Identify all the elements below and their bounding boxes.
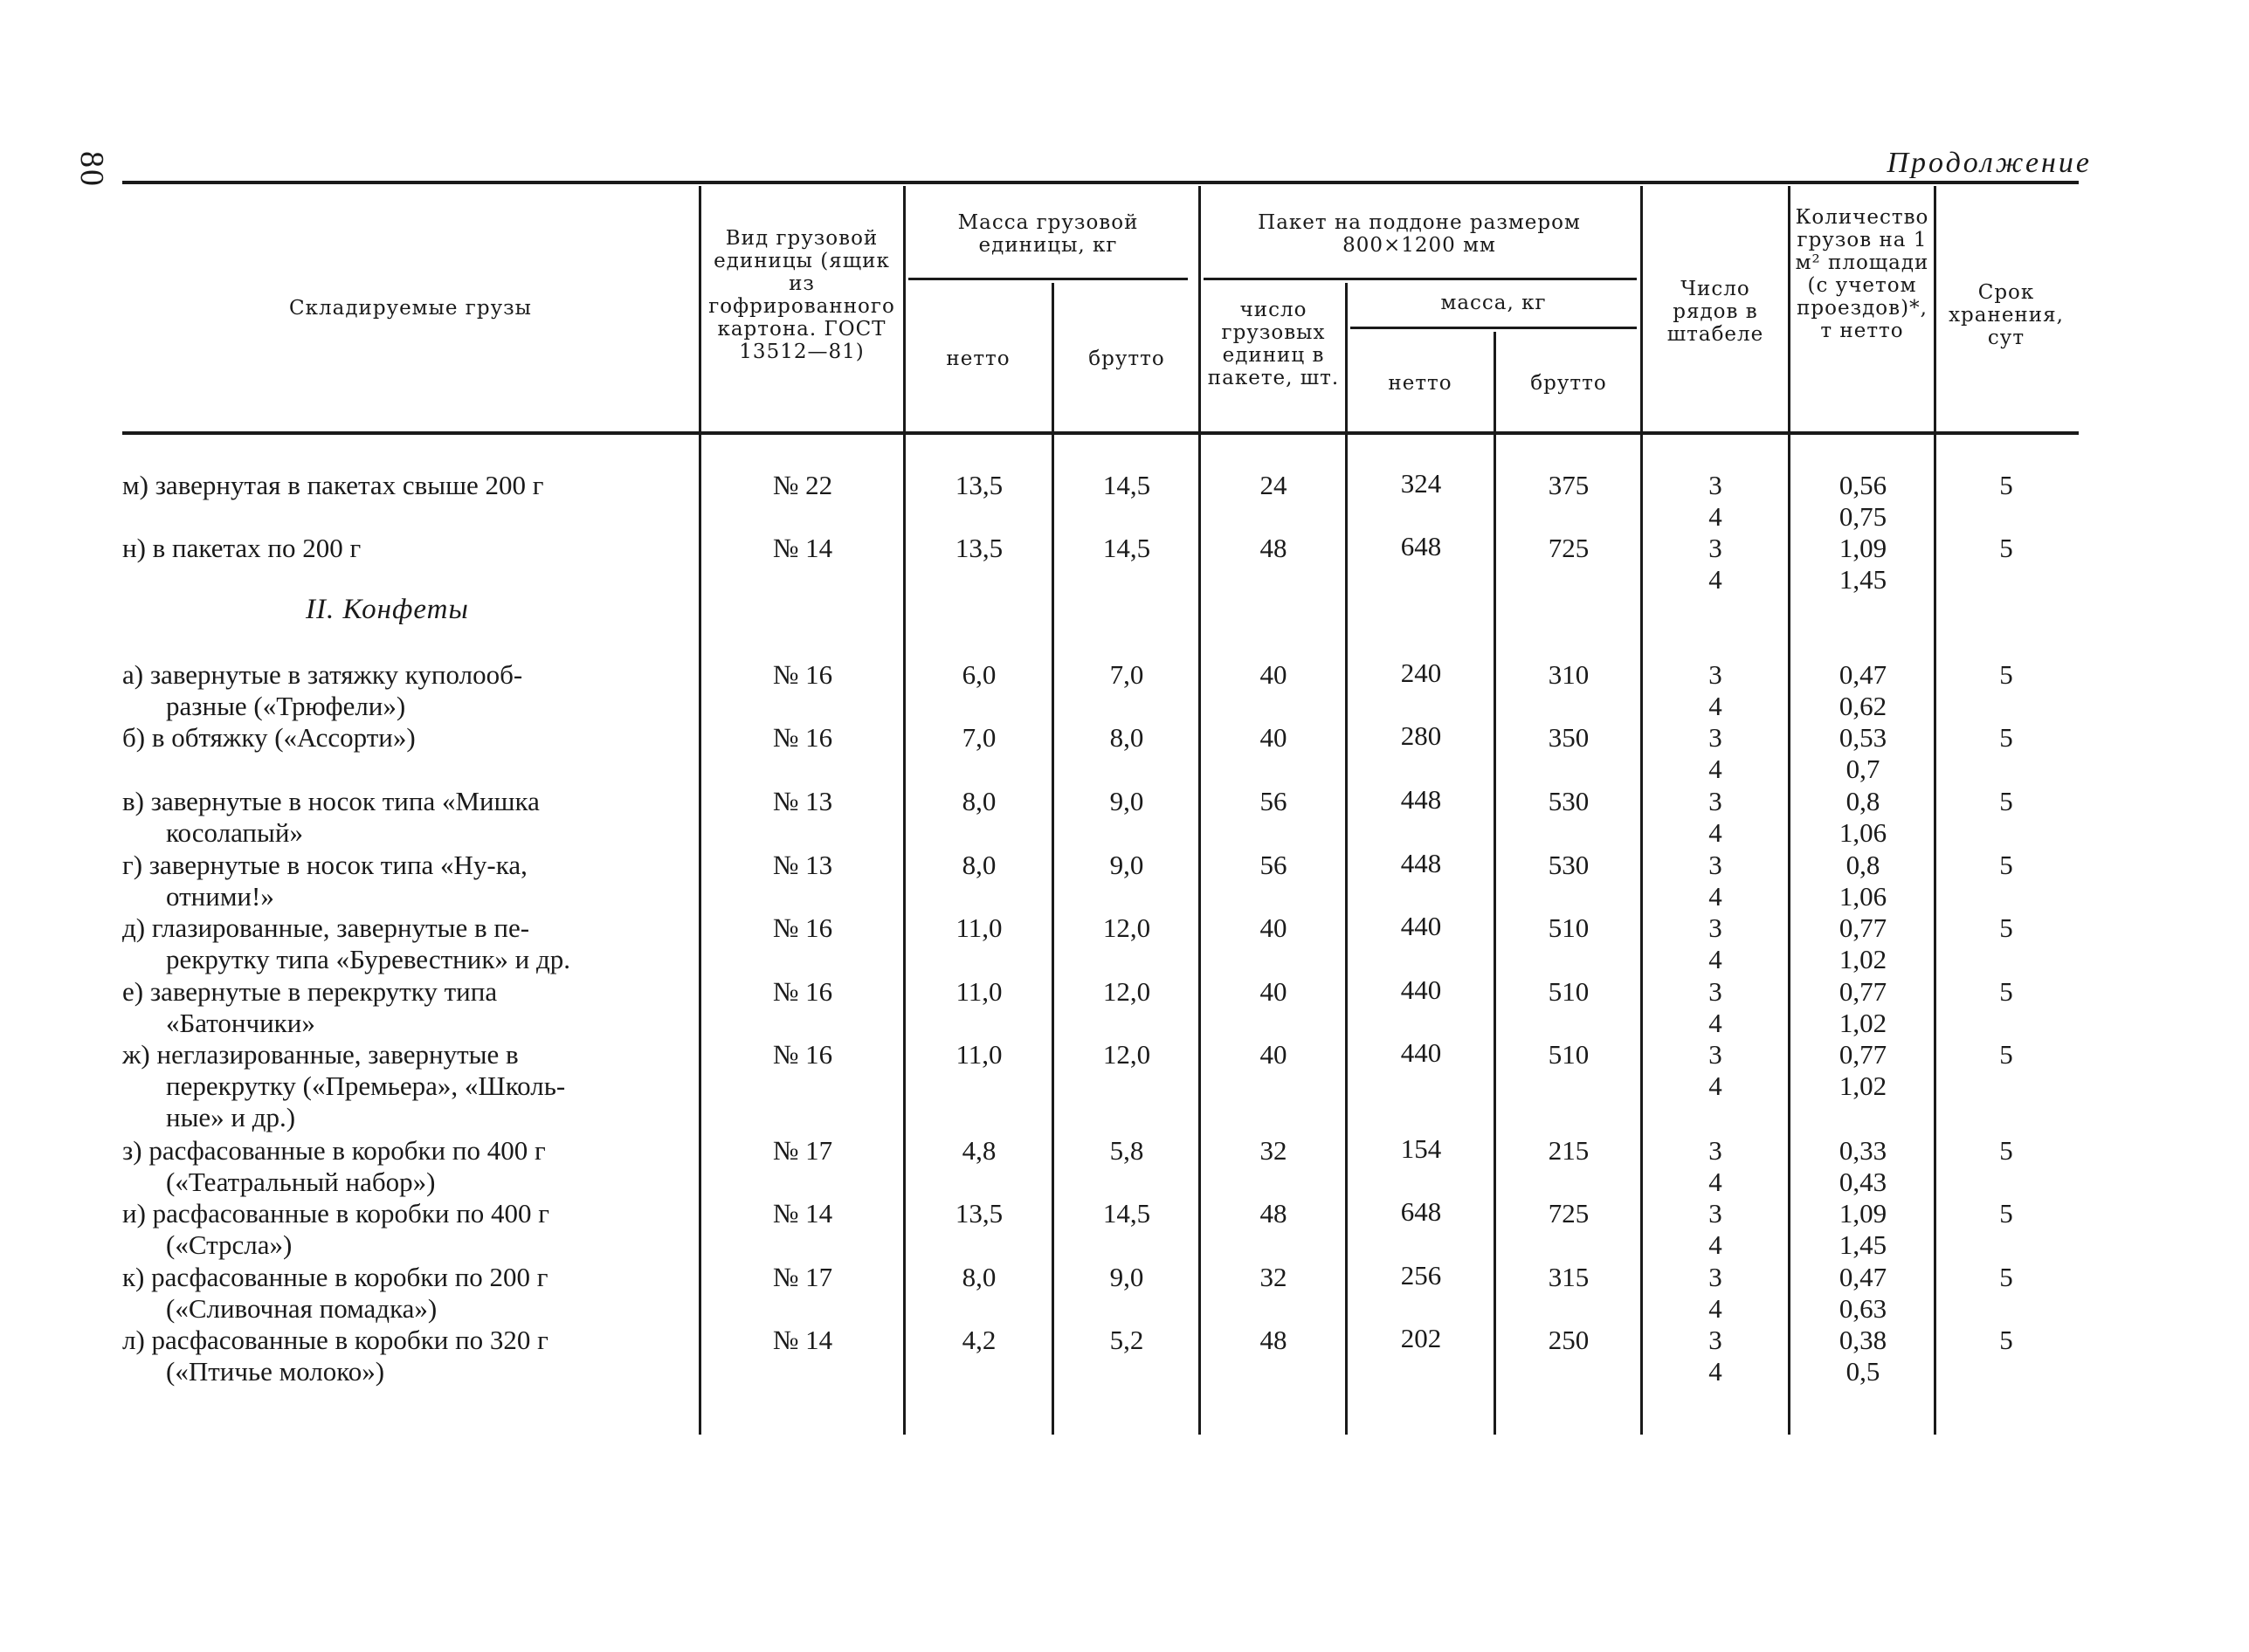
unit-mass-gross: 9,0 <box>1109 1262 1144 1292</box>
pallet-mass-net: 440 <box>1400 911 1442 941</box>
mass-group-rule <box>908 278 1188 280</box>
pallet-count: 48 <box>1259 1325 1287 1355</box>
qty-per-m2: 0,33 <box>1839 1135 1887 1166</box>
unit-mass-gross: 5,2 <box>1109 1325 1144 1355</box>
stack-rows: 3 <box>1708 533 1722 563</box>
storage-term: 5 <box>1999 976 2013 1007</box>
unit-mass-net: 13,5 <box>955 470 1004 500</box>
unit-mass-gross: 14,5 <box>1102 533 1151 563</box>
row-description: е) завернутые в перекрутку типа <box>122 976 498 1007</box>
unit-mass-net: 8,0 <box>962 850 997 880</box>
col-divider-4 <box>1198 186 1201 1435</box>
stack-rows: 3 <box>1708 1262 1722 1292</box>
col-divider-5 <box>1345 283 1348 1435</box>
unit-mass-gross: 14,5 <box>1102 470 1151 500</box>
row-description: и) расфасованные в коробки по 400 г <box>122 1198 550 1229</box>
pallet-mass-rule <box>1350 327 1637 329</box>
box-number: № 14 <box>772 1325 833 1355</box>
unit-mass-net: 6,0 <box>962 659 997 690</box>
row-description: («Сливочная помадка») <box>166 1293 438 1324</box>
row-description: б) в обтяжку («Ассорти») <box>122 722 416 753</box>
qty-per-m2: 1,02 <box>1839 944 1887 974</box>
stack-rows: 3 <box>1708 1198 1722 1229</box>
qty-per-m2: 0,75 <box>1839 501 1887 532</box>
row-description: в) завернутые в носок типа «Мишка <box>122 786 540 816</box>
qty-per-m2: 0,5 <box>1845 1356 1880 1387</box>
row-description: перекрутку («Премьера», «Школь- <box>166 1070 566 1101</box>
row-description: д) глазированные, завернутые в пе- <box>122 912 530 943</box>
storage-term: 5 <box>1999 1039 2013 1070</box>
stack-rows: 3 <box>1708 722 1722 753</box>
storage-term: 5 <box>1999 1135 2013 1166</box>
stack-rows: 4 <box>1708 691 1722 721</box>
top-rule <box>122 181 2079 184</box>
unit-mass-gross: 7,0 <box>1109 659 1144 690</box>
col-divider-1 <box>699 186 701 1435</box>
unit-mass-gross: 12,0 <box>1102 1039 1151 1070</box>
storage-term: 5 <box>1999 1262 2013 1292</box>
unit-mass-net: 4,2 <box>962 1325 997 1355</box>
qty-per-m2: 1,06 <box>1839 881 1887 912</box>
header-mass-group: Масса грузовой единицы, кг <box>957 211 1139 257</box>
stack-rows: 3 <box>1708 470 1722 500</box>
pallet-mass-net: 448 <box>1400 784 1442 815</box>
stack-rows: 3 <box>1708 976 1722 1007</box>
header-mass-net: нетто <box>946 348 1011 370</box>
pallet-count: 48 <box>1259 533 1287 563</box>
header-rows: Число рядов в штабеле <box>1666 278 1764 346</box>
pallet-mass-gross: 215 <box>1548 1135 1590 1166</box>
pallet-mass-gross: 375 <box>1548 470 1590 500</box>
stack-rows: 4 <box>1708 1167 1722 1197</box>
pallet-count: 40 <box>1259 722 1287 753</box>
row-description: к) расфасованные в коробки по 200 г <box>122 1262 548 1292</box>
row-description: разные («Трюфели») <box>166 691 406 721</box>
row-description: «Батончики» <box>166 1008 315 1038</box>
stack-rows: 4 <box>1708 501 1722 532</box>
section-title: II. Конфеты <box>306 594 469 625</box>
page-number: 80 <box>73 151 110 188</box>
pallet-count: 32 <box>1259 1262 1287 1292</box>
qty-per-m2: 0,62 <box>1839 691 1887 721</box>
stack-rows: 4 <box>1708 1293 1722 1324</box>
row-description: («Театральный набор») <box>166 1167 436 1197</box>
box-number: № 14 <box>772 533 833 563</box>
header-bottom-rule <box>122 431 2079 435</box>
unit-mass-net: 8,0 <box>962 786 997 816</box>
stack-rows: 4 <box>1708 754 1722 784</box>
storage-term: 5 <box>1999 850 2013 880</box>
col-divider-2 <box>903 186 906 1435</box>
pallet-mass-net: 202 <box>1400 1323 1442 1353</box>
box-number: № 13 <box>772 786 833 816</box>
box-number: № 16 <box>772 722 833 753</box>
row-description: м) завернутая в пакетах свыше 200 г <box>122 470 544 500</box>
stack-rows: 4 <box>1708 881 1722 912</box>
unit-mass-gross: 5,8 <box>1109 1135 1144 1166</box>
row-description: л) расфасованные в коробки по 320 г <box>122 1325 548 1355</box>
pallet-mass-net: 280 <box>1400 720 1442 751</box>
header-pallet-group: Пакет на поддоне размером 800×1200 мм <box>1258 211 1581 257</box>
pallet-mass-net: 240 <box>1400 657 1442 688</box>
header-pallet-mass-group: масса, кг <box>1440 292 1547 314</box>
qty-per-m2: 0,77 <box>1839 1039 1887 1070</box>
row-description: («Стрсла») <box>166 1229 293 1260</box>
qty-per-m2: 0,7 <box>1845 754 1880 784</box>
row-description: («Птичье молоко») <box>166 1356 385 1387</box>
qty-per-m2: 0,53 <box>1839 722 1887 753</box>
col-divider-9 <box>1934 186 1936 1435</box>
pallet-mass-net: 324 <box>1400 468 1442 499</box>
stack-rows: 4 <box>1708 1356 1722 1387</box>
header-pallet-net: нетто <box>1388 372 1452 395</box>
pallet-mass-gross: 530 <box>1548 786 1590 816</box>
header-mass-gross: брутто <box>1088 348 1165 370</box>
stack-rows: 4 <box>1708 1229 1722 1260</box>
pallet-mass-gross: 315 <box>1548 1262 1590 1292</box>
stack-rows: 3 <box>1708 1135 1722 1166</box>
box-number: № 16 <box>772 1039 833 1070</box>
stack-rows: 4 <box>1708 944 1722 974</box>
header-pallet-gross: брутто <box>1530 372 1607 395</box>
row-description: г) завернутые в носок типа «Ну-ка, <box>122 850 528 880</box>
pallet-mass-gross: 510 <box>1548 912 1590 943</box>
qty-per-m2: 1,06 <box>1839 817 1887 848</box>
header-goods: Складируемые грузы <box>289 297 532 320</box>
header-qty: Количество грузов на 1 м² площади (с учетом проездов)*, т нетто <box>1795 206 1929 342</box>
pallet-count: 40 <box>1259 659 1287 690</box>
pallet-count: 40 <box>1259 1039 1287 1070</box>
unit-mass-gross: 14,5 <box>1102 1198 1151 1229</box>
row-description: н) в пакетах по 200 г <box>122 533 362 563</box>
unit-mass-gross: 8,0 <box>1109 722 1144 753</box>
row-description: отними!» <box>166 881 274 912</box>
stack-rows: 3 <box>1708 659 1722 690</box>
pallet-mass-net: 648 <box>1400 531 1442 561</box>
unit-mass-gross: 12,0 <box>1102 912 1151 943</box>
box-number: № 13 <box>772 850 833 880</box>
unit-mass-gross: 9,0 <box>1109 850 1144 880</box>
stack-rows: 3 <box>1708 850 1722 880</box>
stack-rows: 4 <box>1708 564 1722 595</box>
qty-per-m2: 1,02 <box>1839 1070 1887 1101</box>
storage-term: 5 <box>1999 912 2013 943</box>
pallet-count: 56 <box>1259 850 1287 880</box>
stack-rows: 4 <box>1708 1070 1722 1101</box>
qty-per-m2: 0,77 <box>1839 976 1887 1007</box>
continuation-label: Продолжение <box>1887 147 2092 179</box>
qty-per-m2: 0,63 <box>1839 1293 1887 1324</box>
pallet-mass-net: 648 <box>1400 1196 1442 1227</box>
stack-rows: 4 <box>1708 817 1722 848</box>
col-divider-7 <box>1640 186 1643 1435</box>
qty-per-m2: 0,8 <box>1845 850 1880 880</box>
pallet-mass-net: 440 <box>1400 974 1442 1005</box>
box-number: № 14 <box>772 1198 833 1229</box>
pallet-mass-gross: 250 <box>1548 1325 1590 1355</box>
storage-term: 5 <box>1999 533 2013 563</box>
unit-mass-net: 11,0 <box>955 912 1003 943</box>
row-description: рекрутку типа «Буревестник» и др. <box>166 944 571 974</box>
col-divider-8 <box>1788 186 1790 1435</box>
header-unit-type: Вид грузовой единицы (ящик из гофрированного картона. ГОСТ 13512—81) <box>708 227 895 363</box>
qty-per-m2: 0,56 <box>1839 470 1887 500</box>
storage-term: 5 <box>1999 1198 2013 1229</box>
qty-per-m2: 1,45 <box>1839 1229 1887 1260</box>
stack-rows: 3 <box>1708 1325 1722 1355</box>
box-number: № 16 <box>772 912 833 943</box>
unit-mass-gross: 9,0 <box>1109 786 1144 816</box>
qty-per-m2: 0,47 <box>1839 1262 1887 1292</box>
col-divider-6 <box>1494 332 1496 1435</box>
storage-term: 5 <box>1999 659 2013 690</box>
box-number: № 22 <box>772 470 833 500</box>
unit-mass-net: 7,0 <box>962 722 997 753</box>
qty-per-m2: 1,45 <box>1839 564 1887 595</box>
storage-term: 5 <box>1999 786 2013 816</box>
row-description: косолапый» <box>166 817 303 848</box>
pallet-mass-gross: 510 <box>1548 1039 1590 1070</box>
unit-mass-gross: 12,0 <box>1102 976 1151 1007</box>
pallet-group-rule <box>1204 278 1637 280</box>
pallet-mass-gross: 725 <box>1548 1198 1590 1229</box>
qty-per-m2: 0,77 <box>1839 912 1887 943</box>
unit-mass-net: 13,5 <box>955 1198 1004 1229</box>
row-description: а) завернутые в затяжку куполооб- <box>122 659 523 690</box>
qty-per-m2: 0,38 <box>1839 1325 1887 1355</box>
qty-per-m2: 1,02 <box>1839 1008 1887 1038</box>
pallet-count: 40 <box>1259 912 1287 943</box>
header-pallet-count: число грузовых единиц в пакете, шт. <box>1207 299 1340 389</box>
storage-term: 5 <box>1999 1325 2013 1355</box>
pallet-count: 56 <box>1259 786 1287 816</box>
unit-mass-net: 13,5 <box>955 533 1004 563</box>
unit-mass-net: 4,8 <box>962 1135 997 1166</box>
qty-per-m2: 0,43 <box>1839 1167 1887 1197</box>
pallet-count: 40 <box>1259 976 1287 1007</box>
pallet-mass-net: 448 <box>1400 848 1442 878</box>
row-description: ные» и др.) <box>166 1102 296 1132</box>
unit-mass-net: 11,0 <box>955 1039 1003 1070</box>
unit-mass-net: 8,0 <box>962 1262 997 1292</box>
pallet-mass-net: 440 <box>1400 1037 1442 1068</box>
stack-rows: 3 <box>1708 1039 1722 1070</box>
qty-per-m2: 1,09 <box>1839 1198 1887 1229</box>
pallet-mass-gross: 350 <box>1548 722 1590 753</box>
pallet-mass-gross: 725 <box>1548 533 1590 563</box>
unit-mass-net: 11,0 <box>955 976 1003 1007</box>
storage-term: 5 <box>1999 722 2013 753</box>
storage-term: 5 <box>1999 470 2013 500</box>
pallet-count: 24 <box>1259 470 1287 500</box>
row-description: з) расфасованные в коробки по 400 г <box>122 1135 546 1166</box>
row-description: ж) неглазированные, завернутые в <box>122 1039 519 1070</box>
stack-rows: 3 <box>1708 786 1722 816</box>
pallet-mass-gross: 510 <box>1548 976 1590 1007</box>
box-number: № 17 <box>772 1135 833 1166</box>
box-number: № 17 <box>772 1262 833 1292</box>
pallet-mass-net: 154 <box>1400 1133 1442 1164</box>
pallet-mass-gross: 530 <box>1548 850 1590 880</box>
col-divider-3 <box>1052 283 1054 1435</box>
pallet-count: 48 <box>1259 1198 1287 1229</box>
pallet-mass-net: 256 <box>1400 1260 1442 1291</box>
stack-rows: 3 <box>1708 912 1722 943</box>
pallet-mass-gross: 310 <box>1548 659 1590 690</box>
pallet-count: 32 <box>1259 1135 1287 1166</box>
box-number: № 16 <box>772 976 833 1007</box>
qty-per-m2: 1,09 <box>1839 533 1887 563</box>
stack-rows: 4 <box>1708 1008 1722 1038</box>
qty-per-m2: 0,47 <box>1839 659 1887 690</box>
box-number: № 16 <box>772 659 833 690</box>
header-term: Срок хранения, сут <box>1949 281 2064 349</box>
qty-per-m2: 0,8 <box>1845 786 1880 816</box>
